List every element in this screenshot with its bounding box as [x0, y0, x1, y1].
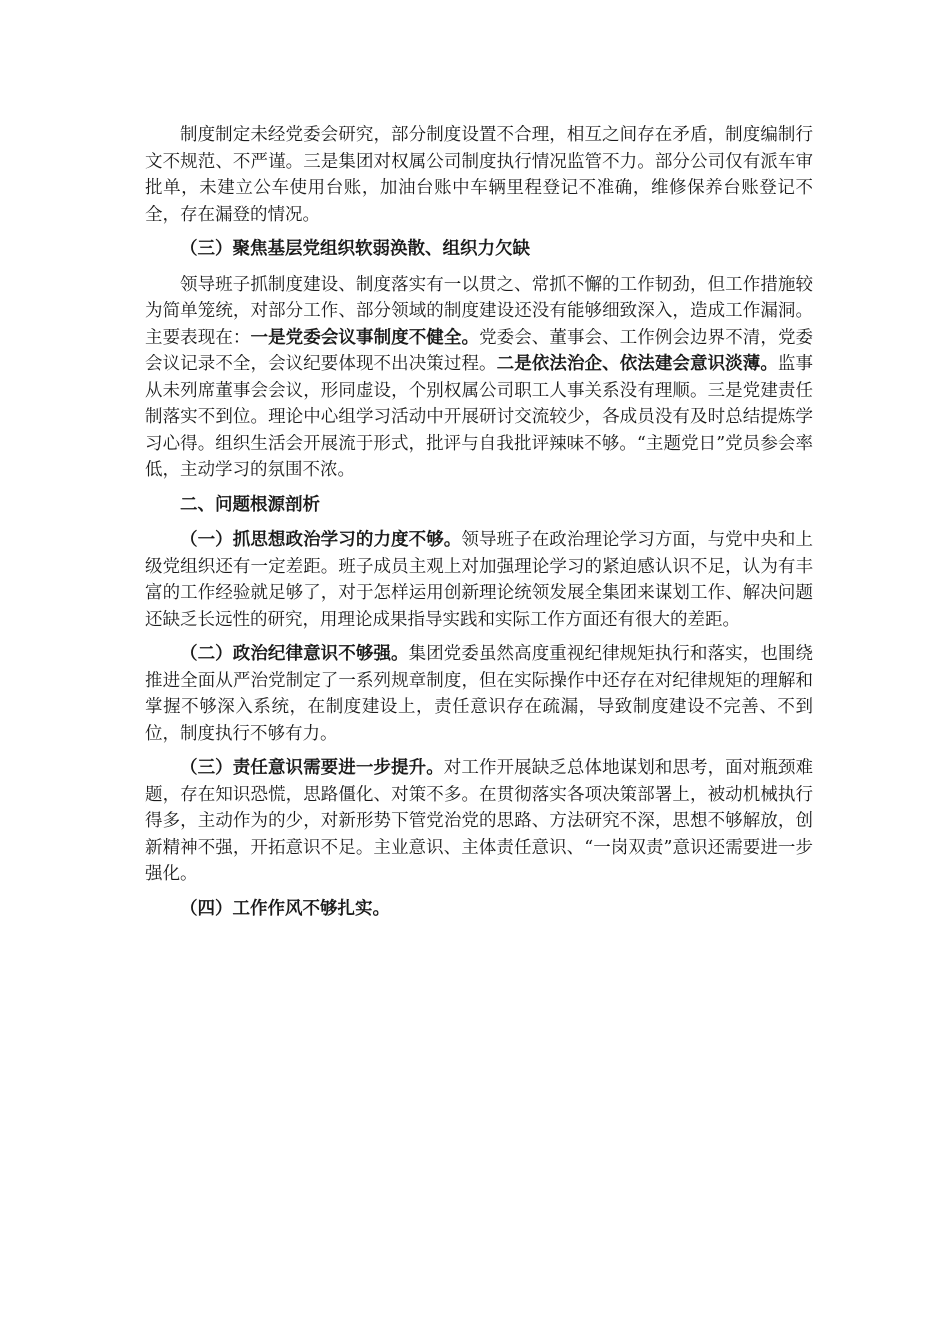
- paragraph-grassroots: [145, 272, 813, 484]
- cause-3-title: （三）责任意识需要进一步提升。: [180, 758, 444, 778]
- chapter-heading-2: 二、问题根源剖析: [180, 494, 320, 515]
- bold-point-2: 二是依法治企、依法建会意识淡薄。: [496, 354, 778, 374]
- cause-4-title: （四）工作作风不够扎实。: [180, 898, 390, 919]
- text-run: 领导班子抓制度建设、制度落实有一以贯之、常抓不懈的工作韧劲，但工作措施较为简单笼统，对部分工作、部分领域的制度建设还没有能够细致深入，造成工作漏洞。主要表现在：: [145, 274, 813, 348]
- cause-1-text: 领导班子在政治理论学习方面，与党中央和上级党组织还有一定差距。班子成员主观上对加强理论学习的紧迫感认识不足，认为有丰富的工作经验就足够了，对于怎样运用创新理论统领发展全集团来谋划工作、解决问题还缺乏长远性的研究，用理论成果指导实践和实际工作方面还有很大的差距。: [145, 530, 814, 630]
- document-body: [145, 122, 813, 930]
- text-run: 监事从未列席董事会会议，形同虚设，个别权属公司职工人事关系没有理顺。三是党建责任制落实不到位。理论中心组学习活动中开展研讨交流较少，各成员没有及时总结提炼学习心得。组织生活会开展流于形式，批评与自我批评辣味不够。“主题党日”党员参会率低，主动学习的氛围不浓。: [145, 354, 814, 480]
- cause-1-title: （一）抓思想政治学习的力度不够。: [180, 530, 462, 550]
- cause-2-text: 集团党委虽然高度重视纪律规矩执行和落实，也围绕推进全面从严治党制定了一系列规章制度，但在实际操作中还存在对纪律规矩的理解和掌握不够深入系统，在制度建设上，责任意识存在疏漏，导致制度建设不完善、不到位，制度执行不够有力。: [145, 644, 814, 744]
- cause-2-title: （二）政治纪律意识不够强。: [180, 644, 409, 664]
- paragraph-cause-3: [145, 755, 813, 888]
- cause-3-text: 对工作开展缺乏总体地谋划和思考，面对瓶颈难题，存在知识恐慌，思路僵化、对策不多。在贯彻落实各项决策部署上，被动机械执行得多，主动作为的少，对新形势下管党治党的思路、方法研究不深，思想不够解放，创新精神不强，开拓意识不足。主业意识、主体责任意识、“一岗双责”意识还需要进一步强化。: [145, 758, 814, 884]
- paragraph-cause-1: [145, 527, 813, 633]
- section-heading-3: （三）聚焦基层党组织软弱涣散、组织力欠缺: [180, 239, 530, 259]
- paragraph-cause-2: [145, 641, 813, 747]
- bold-point-1: 一是党委会议事制度不健全。: [250, 327, 480, 348]
- paragraph-institution-issues: 制度制定未经党委会研究，部分制度设置不合理，相互之间存在矛盾，制度编制行文不规范、不严谨。三是集团对权属公司制度执行情况监管不力。部分公司仅有派车审批单，未建立公车使用台账，加油台账中车辆里程登记不准确，维修保养台账登记不全，存在漏登的情况。: [145, 125, 813, 225]
- text-run: 党委会、董事会、工作例会边界不清，党委会议记录不全，会议纪要体现不出决策过程。: [145, 327, 814, 374]
- paragraph-cause-4: [145, 896, 813, 923]
